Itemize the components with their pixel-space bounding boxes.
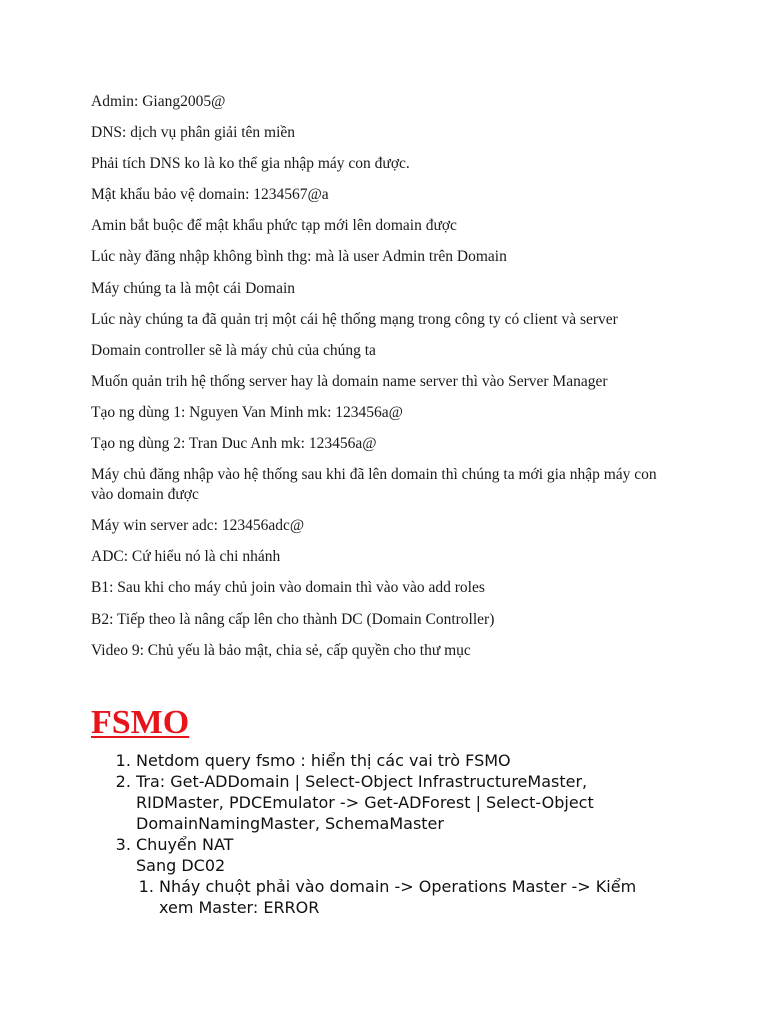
- fsmo-sub-item: Nháy chuột phải vào domain -> Operations Master -> Kiểm xem Master: ERROR: [159, 876, 637, 917]
- fsmo-sub-list: [136, 876, 666, 918]
- note-machine-domain: Máy chúng ta là một cái Domain: [91, 279, 296, 297]
- document-page: [91, 92, 671, 918]
- fsmo-item-nat: Chuyển NAT: [136, 834, 234, 854]
- fsmo-item-netdom: Netdom query fsmo : hiển thị các vai trò FSMO: [136, 750, 511, 770]
- list-item: [159, 876, 666, 918]
- note-network-admin: Lúc này chúng ta đã quản trị một cái hệ thống mạng trong công ty có client và server: [91, 310, 618, 328]
- note-admin: Admin: Giang2005@: [91, 93, 226, 110]
- note-dns: DNS: dịch vụ phân giải tên miền: [91, 124, 296, 142]
- note-password-complexity: Amin bắt buộc để mật khẩu phức tạp mới lên domain được: [91, 217, 457, 235]
- list-item: [136, 834, 666, 918]
- note-login: Lúc này đăng nhập không bình thg: mà là user Admin trên Domain: [91, 248, 507, 266]
- note-step-1: B1: Sau khi cho máy chủ join vào domain thì vào vào add roles: [91, 579, 485, 597]
- fsmo-item-query: Tra: Get-ADDomain | Select-Object InfrastructureMaster, RIDMaster, PDCEmulator -> Get-ADForest | Select-Object DomainNamingMaster, SchemaMaster: [136, 771, 594, 833]
- fsmo-item-note: Sang DC02: [136, 855, 226, 875]
- note-join-domain: Máy chủ đăng nhập vào hệ thống sau khi đã lên domain thì chúng ta mới gia nhập máy con vào domain được: [91, 466, 657, 504]
- note-user-1: Tạo ng dùng 1: Nguyen Van Minh mk: 123456a@: [91, 403, 403, 421]
- list-item: [136, 771, 666, 834]
- note-domain-password: Mật khẩu bảo vệ domain: 1234567@a: [91, 186, 329, 204]
- note-step-2: B2: Tiếp theo là nâng cấp lên cho thành DC (Domain Controller): [91, 610, 495, 628]
- list-item: [136, 750, 666, 771]
- note-user-2: Tạo ng dùng 2: Tran Duc Anh mk: 123456a@: [91, 435, 377, 453]
- note-server-manager: Muốn quản trih hệ thống server hay là domain name server thì vào Server Manager: [91, 372, 608, 390]
- note-video-9: Video 9: Chủ yếu là bảo mật, chia sẻ, cấp quyền cho thư mục: [91, 641, 471, 659]
- note-adc: ADC: Cứ hiểu nó là chi nhánh: [91, 548, 281, 566]
- note-domain-controller: Domain controller sẽ là máy chủ của chúng ta: [91, 341, 376, 359]
- note-adc-password: Máy win server adc: 123456adc@: [91, 517, 305, 535]
- fsmo-heading: FSMO: [91, 703, 190, 741]
- note-dns-required: Phải tích DNS ko là ko thể gia nhập máy con được.: [91, 155, 410, 173]
- fsmo-list: [91, 750, 666, 918]
